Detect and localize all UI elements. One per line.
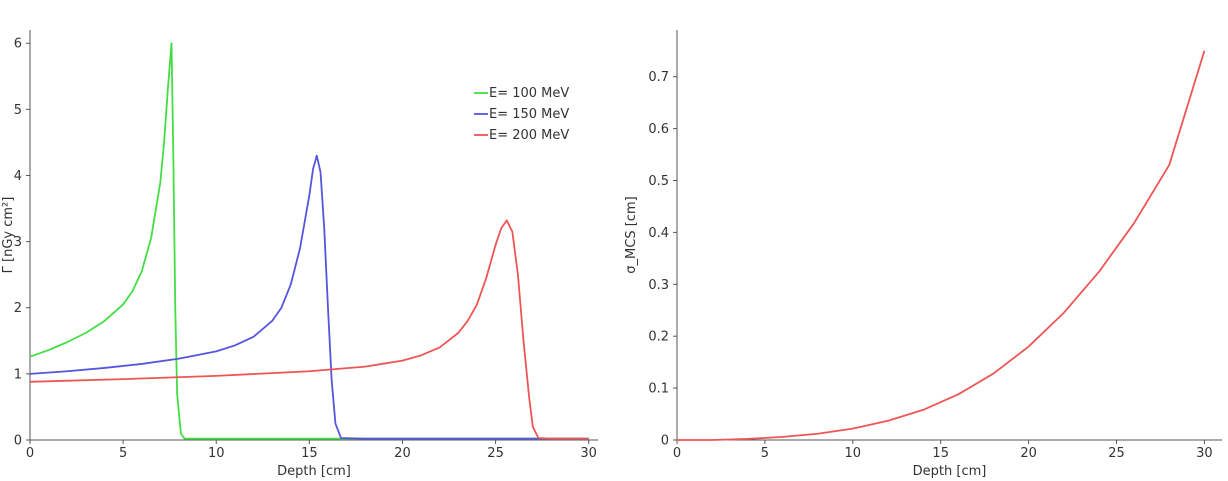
x-tick-label: 25 — [1108, 446, 1125, 461]
y-tick-label: 1 — [13, 367, 22, 383]
x-axis-title: Depth [cm] — [912, 464, 987, 479]
y-tick-label: 0 — [660, 433, 669, 449]
y-tick-label: 0.7 — [648, 70, 669, 86]
x-tick-label: 20 — [1020, 446, 1037, 461]
x-tick-label: 15 — [301, 446, 318, 461]
y-tick-label: 0.3 — [648, 277, 669, 293]
legend-label: E= 150 MeV — [489, 107, 570, 122]
left-chart-dose-vs-depth — [1, 30, 598, 479]
y-tick-label: 0.5 — [648, 174, 669, 190]
x-tick-label: 15 — [932, 446, 949, 461]
x-tick-label: 5 — [760, 446, 770, 461]
x-tick-label: 10 — [207, 446, 225, 461]
y-tick-label: 3 — [13, 235, 22, 251]
right-chart-sigma-vs-depth — [624, 30, 1222, 479]
series-line-0 — [677, 51, 1204, 440]
x-tick-label: 30 — [1196, 446, 1213, 461]
y-tick-label: 0.6 — [648, 122, 669, 138]
x-tick-label: 10 — [844, 446, 862, 461]
x-tick-label: 0 — [672, 446, 682, 461]
legend-label: E= 200 MeV — [489, 128, 570, 143]
y-tick-label: 0.4 — [648, 225, 669, 241]
x-tick-label: 0 — [25, 446, 35, 461]
y-tick-label: 0 — [13, 433, 22, 449]
legend-label: E= 100 MeV — [489, 86, 570, 101]
x-axis-title: Depth [cm] — [277, 464, 351, 479]
y-tick-label: 5 — [13, 102, 22, 118]
y-tick-label: 0.2 — [648, 329, 669, 345]
series-line-2 — [30, 220, 589, 438]
y-tick-label: 2 — [13, 301, 22, 317]
y-tick-label: 4 — [13, 168, 22, 184]
x-tick-label: 30 — [580, 446, 597, 461]
y-axis-title: σ_MCS [cm] — [624, 196, 639, 274]
x-tick-label: 20 — [394, 446, 411, 461]
x-tick-label: 25 — [487, 446, 504, 461]
y-tick-label: 6 — [13, 36, 22, 52]
y-tick-label: 0.1 — [648, 381, 669, 397]
series-line-1 — [30, 156, 589, 439]
x-tick-label: 5 — [118, 446, 128, 461]
y-axis-title: Γ [nGy cm²] — [1, 196, 16, 274]
